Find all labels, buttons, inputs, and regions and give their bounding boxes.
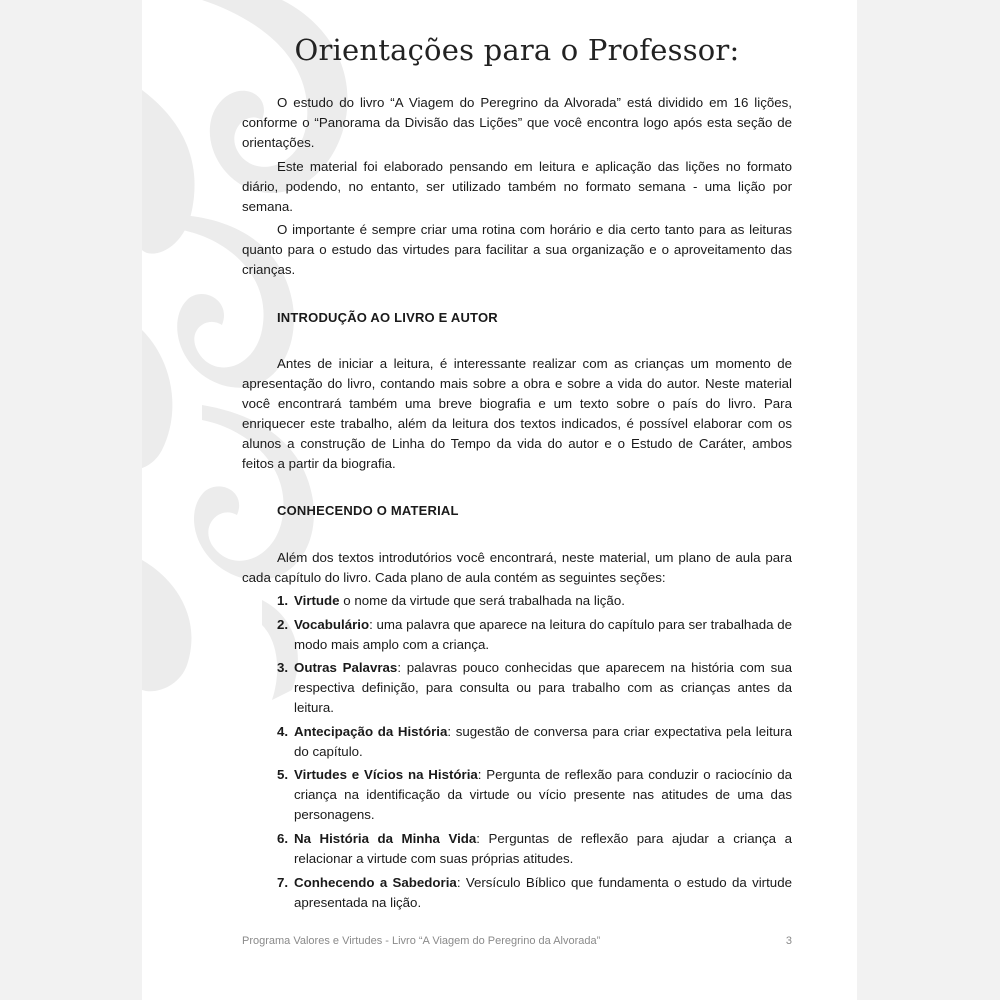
section-heading-material: CONHECENDO O MATERIAL — [277, 503, 459, 518]
lesson-sections-list — [277, 591, 792, 916]
list-item-term: Virtudes e Vícios na História — [294, 767, 478, 783]
page-footer — [242, 935, 792, 947]
list-item: 7. Conhecendo a Sabedoria: Versículo Bíblico que fundamenta o estudo da virtude apresentada na lição. — [277, 874, 792, 910]
intro-paragraph-3: O importante é sempre criar uma rotina com horário e dia certo tanto para as leituras quanto para o estudo das virtudes para facilitar a sua organização e o aproveitamento das crianças. — [242, 222, 792, 277]
list-item: 2. Vocabulário: uma palavra que aparece na leitura do capítulo para ser trabalhada de modo mais amplo com a criança. — [277, 616, 792, 652]
list-item-text: : sugestão de conversa para criar expectativa pela leitura do capítulo. — [294, 723, 792, 759]
list-item: 6. Na História da Minha Vida: Perguntas de reflexão para ajudar a criança a relacionar a virtude com suas próprias atitudes. — [277, 830, 792, 866]
list-item-text: o nome da virtude que será trabalhada na lição. — [339, 593, 625, 608]
list-item-term: Vocabulário — [294, 616, 370, 632]
list-item: 4. Antecipação da História: sugestão de conversa para criar expectativa pela leitura do capítulo. — [277, 723, 792, 759]
list-item: 5. Virtudes e Vícios na História: Pergunta de reflexão para conduzir o raciocínio da criança na identificação da virtude ou vício presente nas atitudes de uma das personagens. — [277, 767, 793, 823]
list-item-term: Antecipação da História — [294, 723, 448, 739]
list-item: 3. Outras Palavras: palavras pouco conhecidas que aparecem na história com sua respectiva definição, para consulta ou para trabalho com as crianças antes da leitura. — [277, 660, 793, 716]
footer-text: Programa Valores e Virtudes - Livro “A Viagem do Peregrino da Alvorada” — [242, 935, 601, 947]
list-item-term: Na História da Minha Vida — [294, 830, 477, 846]
section-material-paragraph: Além dos textos introdutórios você encontrará, neste material, um plano de aula para cada capítulo do livro. Cada plano de aula contém as seguintes seções: — [242, 550, 792, 585]
section-heading-intro: INTRODUÇÃO AO LIVRO E AUTOR — [277, 310, 498, 325]
list-item-text: : Perguntas de reflexão para ajudar a criança a relacionar a virtude com suas próprias atitudes. — [294, 830, 792, 866]
list-item-text: : Pergunta de reflexão para conduzir o raciocínio da criança na identificação da virtude ou vício presente nas atitudes de uma das personagens. — [294, 767, 793, 823]
intro-paragraph-1: O estudo do livro “A Viagem do Peregrino da Alvorada” está dividido em 16 lições, conforme o “Panorama da Divisão das Lições” que você encontra logo após esta seção de orientações. — [242, 95, 792, 150]
section-intro-paragraph: Antes de iniciar a leitura, é interessante realizar com as crianças um momento de apresentação do livro, contando mais sobre a obra e sobre a vida do autor. Neste material você encontrará também uma breve biografia e um texto sobre o país do livro. Para enriquecer este trabalho, além da leitura dos textos indicados, é possível elaborar com os alunos a construção de Linha do Tempo da vida do autor e o Estudo de Caráter, ambos feitos a partir da biografia. — [242, 356, 792, 471]
list-item-text: : Versículo Bíblico que fundamenta o estudo da virtude apresentada na lição. — [294, 874, 792, 910]
document-page — [142, 0, 857, 1000]
list-item-term: Virtude — [294, 593, 340, 608]
intro-paragraph-2: Este material foi elaborado pensando em leitura e aplicação das lições no formato diário, podendo, no entanto, ser utilizado também no formato semana - uma lição por semana. — [242, 159, 792, 214]
list-item-term: Outras Palavras — [294, 660, 398, 676]
list-item-text: : palavras pouco conhecidas que aparecem na história com sua respectiva definição, para consulta ou para trabalho com as crianças antes da leitura. — [294, 660, 793, 716]
list-item: 1. Virtude o nome da virtude que será trabalhada na lição. — [277, 593, 625, 608]
page-number: 3 — [785, 935, 792, 947]
page-title: Orientações para o Professor: — [294, 33, 740, 67]
list-item-term: Conhecendo a Sabedoria — [294, 874, 457, 890]
list-item-text: : uma palavra que aparece na leitura do capítulo para ser trabalhada de modo mais amplo com a criança. — [294, 616, 792, 652]
